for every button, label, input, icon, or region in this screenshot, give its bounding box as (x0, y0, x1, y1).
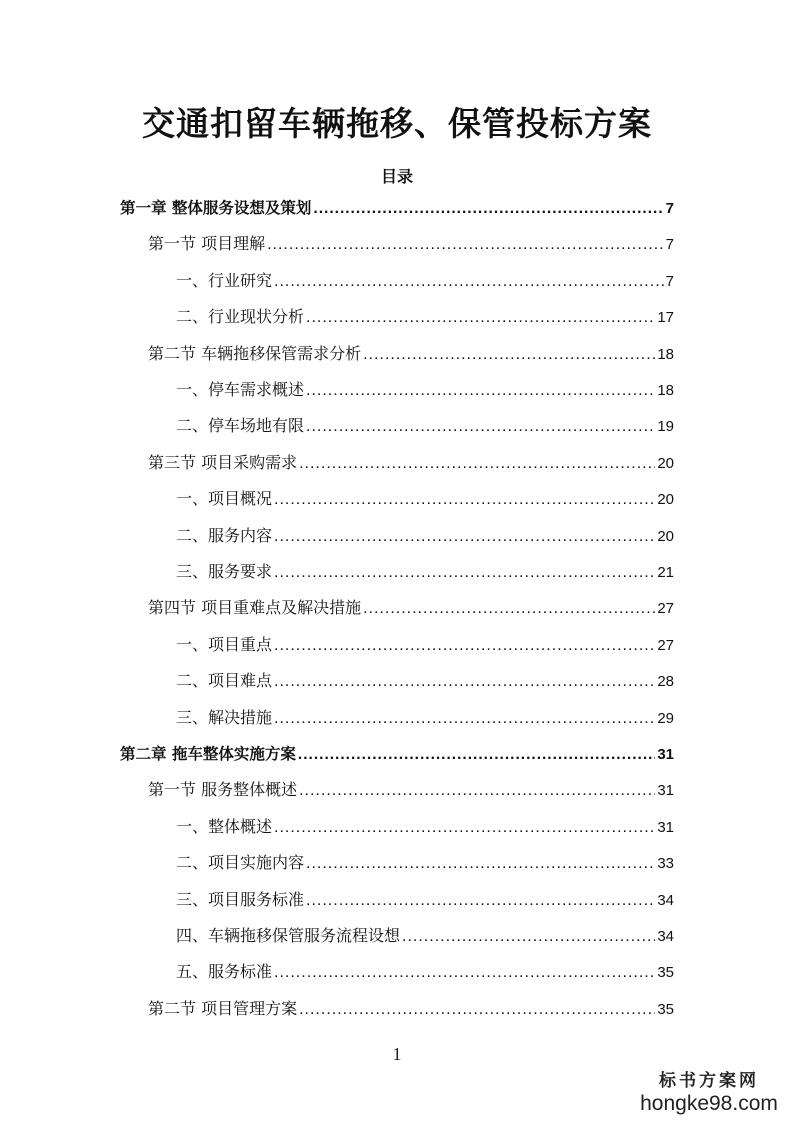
toc-entry-page: 27 (657, 636, 674, 654)
toc-entry-page: 33 (657, 855, 674, 873)
toc-dot-leader (274, 488, 655, 512)
toc-dot-leader (299, 452, 655, 476)
toc-dot-leader (274, 525, 655, 549)
toc-entry-title: 二、行业现状分析 (176, 307, 305, 327)
toc-dot-leader (274, 634, 655, 658)
toc-entry-page: 21 (657, 564, 674, 581)
toc-entry-title: 一、行业研究 (176, 270, 273, 290)
watermark-url: hongke98.com (640, 1092, 778, 1115)
toc-dot-leader (298, 743, 655, 767)
toc-entry-title: 二、项目难点 (176, 671, 273, 691)
watermark-logo (634, 1070, 784, 1116)
toc-entry-page: 7 (665, 236, 674, 254)
toc-entry-page: 28 (657, 673, 674, 691)
toc-dot-leader (306, 889, 655, 913)
toc-dot-leader (306, 852, 655, 876)
toc-chapter-entry[interactable] (120, 196, 674, 220)
toc-entry-title: 二、项目实施内容 (176, 853, 305, 873)
toc-entry-title: 第一节 项目理解 (148, 234, 266, 254)
toc-subsection-entry[interactable] (176, 560, 674, 584)
toc-subsection-entry[interactable] (176, 487, 674, 511)
toc-entry-title: 三、解决措施 (176, 707, 273, 727)
toc-section-entry[interactable] (148, 451, 674, 475)
toc-entry-title: 第二节 项目管理方案 (148, 998, 298, 1018)
toc-dot-leader (306, 415, 655, 439)
toc-subsection-entry[interactable] (176, 633, 674, 657)
toc-subsection-entry[interactable] (176, 888, 674, 912)
toc-dot-leader (267, 233, 664, 257)
toc-entry-title: 三、项目服务标准 (176, 889, 305, 909)
toc-entry-page: 31 (657, 746, 674, 763)
page-number: 1 (392, 1044, 402, 1064)
toc-subsection-entry[interactable] (176, 851, 674, 875)
toc-dot-leader (274, 707, 655, 731)
toc-dot-leader (402, 925, 655, 949)
toc-entry-page: 27 (657, 600, 674, 618)
document-title: 交通扣留车辆拖移、保管投标方案 (142, 104, 652, 143)
toc-dot-leader (306, 379, 655, 403)
toc-subsection-entry[interactable] (176, 378, 674, 402)
toc-subsection-entry[interactable] (176, 924, 674, 948)
toc-subsection-entry[interactable] (176, 815, 674, 839)
toc-dot-leader (299, 779, 655, 803)
toc-entry-page: 19 (657, 418, 674, 436)
toc-entry-title: 四、车辆拖移保管服务流程设想 (176, 926, 401, 945)
toc-dot-leader (274, 270, 664, 294)
toc-entry-page: 35 (657, 1000, 674, 1018)
toc-entry-title: 一、项目重点 (176, 634, 273, 654)
toc-entry-title: 第四节 项目重难点及解决措施 (148, 598, 362, 618)
toc-section-entry[interactable] (148, 596, 674, 620)
toc-entry-title: 第三节 项目采购需求 (148, 452, 298, 472)
toc-subsection-entry[interactable] (176, 269, 674, 293)
toc-entry-title: 一、项目概况 (176, 489, 273, 509)
toc-entry-title: 三、服务要求 (176, 562, 273, 581)
toc-entry-title: 一、整体概述 (176, 816, 273, 836)
toc-entry-title: 五、服务标准 (176, 962, 273, 982)
toc-dot-leader (299, 998, 655, 1022)
toc-dot-leader (274, 961, 655, 985)
toc-entry-page: 7 (665, 200, 674, 217)
toc-entry-title: 第二节 车辆拖移保管需求分析 (148, 343, 362, 363)
watermark-name: 标书方案网 (659, 1071, 759, 1091)
toc-subsection-entry[interactable] (176, 706, 674, 730)
toc-chapter-entry[interactable] (120, 742, 674, 766)
toc-entry-page: 18 (657, 345, 674, 363)
toc-entry-title: 二、停车场地有限 (176, 416, 305, 436)
toc-subsection-entry[interactable] (176, 305, 674, 329)
toc-entry-page: 35 (657, 964, 674, 982)
toc-entry-page: 18 (657, 382, 674, 399)
toc-entry-page: 20 (657, 491, 674, 509)
toc-subsection-entry[interactable] (176, 524, 674, 548)
toc-entry-title: 二、服务内容 (176, 525, 273, 545)
toc-subsection-entry[interactable] (176, 960, 674, 984)
toc-entry-page: 17 (657, 309, 674, 327)
toc-subsection-entry[interactable] (176, 414, 674, 438)
toc-entry-page: 29 (657, 709, 674, 727)
toc-section-entry[interactable] (148, 997, 674, 1021)
toc-dot-leader (274, 670, 655, 694)
toc-entry-page: 34 (657, 891, 674, 909)
toc-section-entry[interactable] (148, 342, 674, 366)
toc-dot-leader (306, 306, 655, 330)
toc-entry-page: 7 (665, 272, 674, 290)
toc-section-entry[interactable] (148, 232, 674, 256)
toc-entry-page: 20 (657, 454, 674, 472)
toc-entry-page: 34 (657, 928, 674, 945)
toc-heading: 目录 (380, 167, 413, 186)
toc-entry-title: 第一章 整体服务设想及策划 (120, 199, 312, 217)
toc-entry-title: 一、停车需求概述 (176, 380, 305, 399)
toc-subsection-entry[interactable] (176, 669, 674, 693)
toc-dot-leader (363, 343, 655, 367)
toc-section-entry[interactable] (148, 778, 674, 802)
toc-entry-page: 31 (657, 818, 674, 836)
toc-dot-leader (313, 197, 663, 221)
toc-dot-leader (363, 597, 655, 621)
toc-entry-page: 20 (657, 527, 674, 545)
toc-entry-title: 第二章 拖车整体实施方案 (120, 745, 296, 763)
toc-dot-leader (274, 561, 655, 585)
toc-entry-title: 第一节 服务整体概述 (148, 780, 298, 800)
toc-entry-page: 31 (657, 782, 674, 800)
toc-dot-leader (274, 816, 655, 840)
